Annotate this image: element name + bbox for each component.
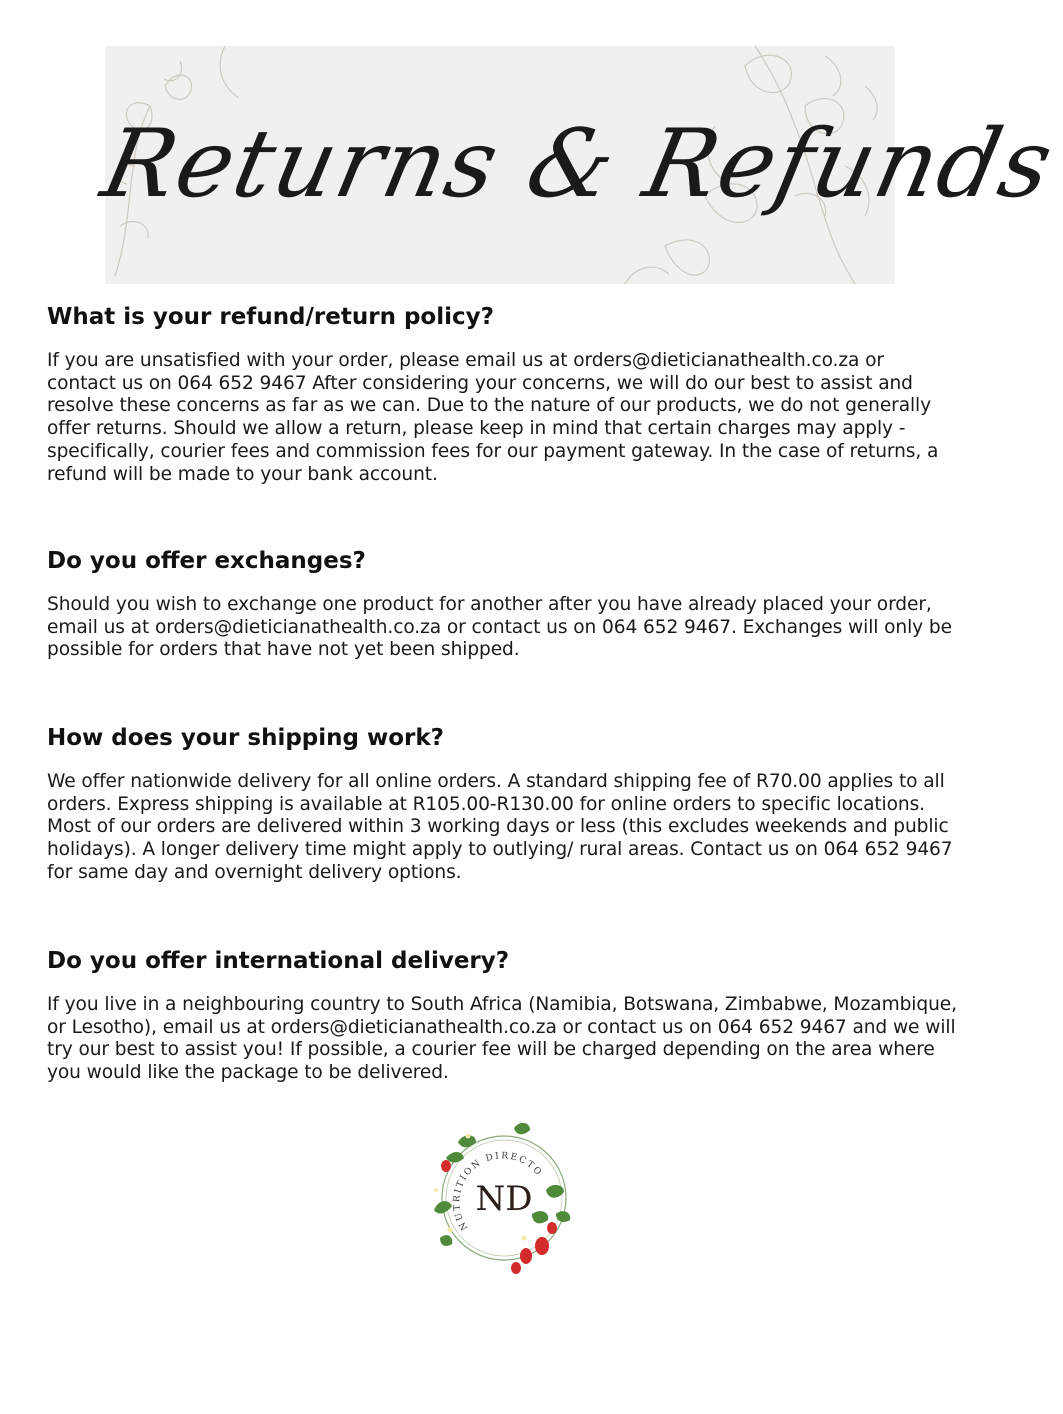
faq-answer: Should you wish to exchange one product for another after you have already placed your order, email us at orders@dieticianathealth.co.za or contact us on 064 652 9467. Exchanges will only be possible for orders that have not yet been shipped. [47, 594, 952, 661]
faq-section-exchanges [47, 546, 957, 662]
faq-question: How does your shipping work? [47, 725, 445, 751]
faq-section-international [47, 946, 957, 1085]
strawberry-wreath-logo-icon [428, 1118, 580, 1278]
faq-answer: We offer nationwide delivery for all online orders. A standard shipping fee of R70.00 applies to all orders. Express shipping is available at R105.00-R130.00 for online orders to specific locations. Most of our orders are delivered within 3 working days or less (this excludes weekends and public holidays). A longer delivery time might apply to outlying/ rural areas. Contact us on 064 652 9467 for same day and overnight delivery options. [47, 771, 953, 883]
header-banner [93, 46, 1063, 284]
faq-section-shipping [47, 723, 957, 885]
faq-answer: If you are unsatisfied with your order, please email us at orders@dieticianathealth.co.za or contact us on 064 652 9467 After considering your concerns, we will do our best to assist and resolve these concerns as far as we can. Due to the nature of our products, we do not generally offer returns. Should we allow a return, please keep in mind that certain charges may apply - specifically, courier fees and commission fees for our payment gateway. In the case of returns, a refund will be made to your bank account. [47, 350, 939, 485]
faq-question: Do you offer exchanges? [47, 548, 366, 574]
faq-answer: If you live in a neighbouring country to South Africa (Namibia, Botswana, Zimbabwe, Mozambique, or Lesotho), email us at orders@dieticianathealth.co.za or contact us on 064 652 9467 and we will try our best to assist you! If possible, a courier fee will be charged depending on the area where you would like the package to be delivered. [47, 994, 957, 1084]
logo-ring-text: NUTRITION DIRECTO [452, 1151, 545, 1232]
logo-monogram: ND [475, 1179, 533, 1219]
faq-question: Do you offer international delivery? [47, 948, 510, 974]
page-title: Returns & Refunds [93, 110, 1063, 219]
faq-question: What is your refund/return policy? [47, 304, 494, 330]
faq-section-refund-policy [47, 302, 957, 486]
